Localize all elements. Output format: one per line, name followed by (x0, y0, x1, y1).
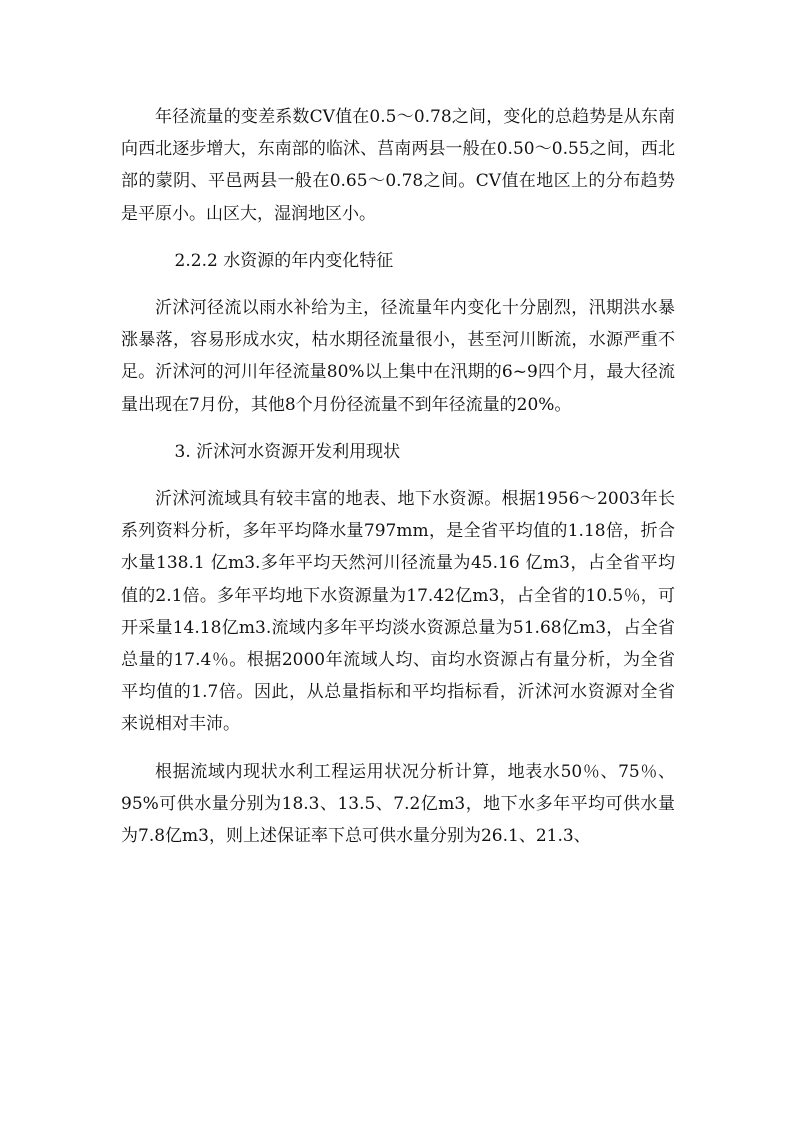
paragraph-annual-variation: 沂沭河径流以雨水补给为主，径流量年内变化十分剧烈，汛期洪水暴涨暴落，容易形成水灾，枯水期径流量很小，甚至河川断流，水源严重不足。沂沭河的河川年径流量80%以上集中在汛期的6~9四个月，最大径流量出现在7月份，其他8个月份径流量不到年径流量的20%。 (121, 298, 675, 415)
paragraph-spacing (121, 230, 675, 245)
paragraph-spacing (121, 421, 675, 436)
paragraph-cv-distribution: 年径流量的变差系数CV值在0.5～0.78之间，变化的总趋势是从东南向西北逐步增大，东南部的临沭、莒南两县一般在0.50～0.55之间，西北部的蒙阴、平邑两县一般在0.65～0.78之间。CV值在地区上的分布趋势是平原小。山区大，湿润地区小。 (121, 107, 675, 224)
section-heading-3: 3. 沂沭河水资源开发利用现状 (174, 441, 401, 462)
paragraph-spacing (121, 741, 675, 756)
paragraph-resource-status: 沂沭河流域具有较丰富的地表、地下水资源。根据1956～2003年长系列资料分析，多年平均降水量797mm，是全省平均值的1.18倍，折合水量138.1 亿m3.多年平均天然河川径流量为45.16 亿m3，占全省平均值的2.1倍。多年平均地下水资源量为17.42亿m3，占全省的10.5％，可开采量14.18亿m3.流域内多年平均淡水资源总量为51.68亿m3，占全省总量的17.4％。根据2000年流域人均、亩均水资源占有量分析，为全省平均值的1.7倍。因此，从总量指标和平均指标看，沂沭河水资源对全省来说相对丰沛。 (121, 489, 675, 735)
paragraph-spacing (121, 277, 675, 292)
section-heading-222: 2.2.2 水资源的年内变化特征 (174, 250, 394, 271)
paragraph-supply-analysis: 根据流域内现状水利工程运用状况分析计算，地表水50％、75％、95%可供水量分别为18.3、13.5、7.2亿m3，地下水多年平均可供水量为7.8亿m3，则上述保证率下总可供水量分别为26.1、21.3、 (121, 761, 675, 847)
document-text-area (121, 101, 675, 852)
paragraph-spacing (121, 468, 675, 483)
